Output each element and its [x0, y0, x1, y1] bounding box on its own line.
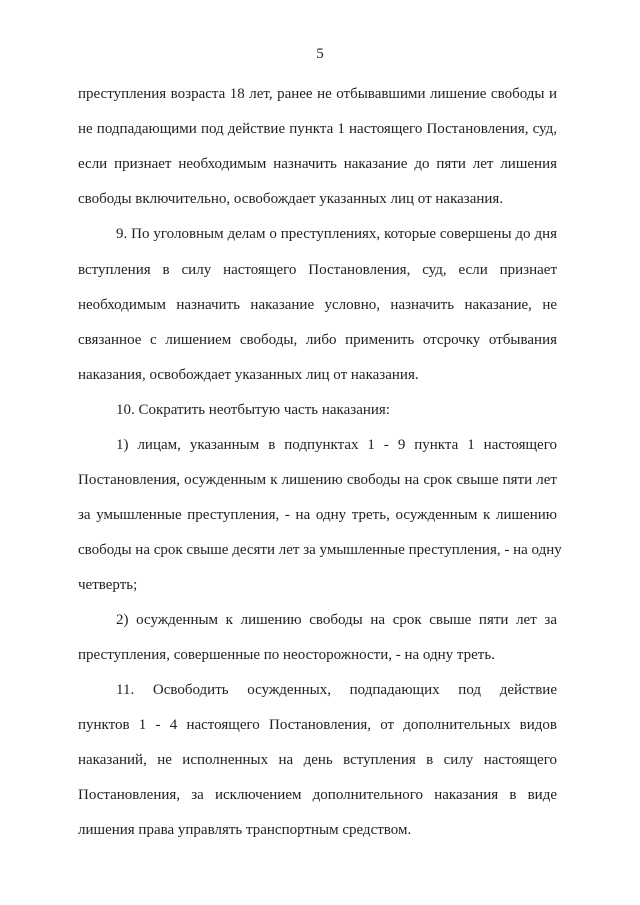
subitem-2-first-line: 2) осужденным к лишению свободы на срок свыше пяти лет за	[116, 612, 557, 628]
page-number: 5	[316, 46, 324, 62]
text-line: пунктов 1 - 4 настоящего Постановления, от дополнительных видов	[78, 717, 557, 733]
text-line: лишения права управлять транспортным средством.	[78, 822, 412, 838]
text-line: необходимым назначить наказание условно, назначить наказание, не	[78, 297, 557, 313]
paragraph-9-first-line: 9. По уголовным делам о преступлениях, которые совершены до дня	[116, 226, 557, 242]
text-line: четверть;	[78, 577, 138, 593]
text-line: не подпадающими под действие пункта 1 настоящего Постановления, суд,	[78, 121, 557, 137]
text-line: свободы включительно, освобождает указанных лиц от наказания.	[78, 191, 504, 207]
text-line: связанное с лишением свободы, либо применить отсрочку отбывания	[78, 332, 557, 348]
text-line: Постановления, осужденным к лишению свободы на срок свыше пяти лет	[78, 472, 557, 488]
text-line: вступления в силу настоящего Постановления, суд, если признает	[78, 262, 557, 278]
text-line: свободы на срок свыше десяти лет за умышленные преступления, - на одну	[78, 542, 562, 558]
text-line: наказания, освобождает указанных лиц от наказания.	[78, 367, 419, 383]
text-line: преступления, совершенные по неосторожности, - на одну треть.	[78, 647, 495, 663]
paragraph-11-first-line: 11. Освободить осужденных, подпадающих под действие	[116, 682, 557, 698]
paragraph-10-heading: 10. Сократить неотбытую часть наказания:	[116, 402, 390, 418]
text-line: наказаний, не исполненных на день вступления в силу настоящего	[78, 752, 557, 768]
text-line: за умышленные преступления, - на одну треть, осужденным к лишению	[78, 507, 557, 523]
text-line: Постановления, за исключением дополнительного наказания в виде	[78, 787, 557, 803]
text-line: преступления возраста 18 лет, ранее не отбывавшими лишение свободы и	[78, 86, 557, 102]
subitem-1-first-line: 1) лицам, указанным в подпунктах 1 - 9 пункта 1 настоящего	[116, 437, 557, 453]
text-line: если признает необходимым назначить наказание до пяти лет лишения	[78, 156, 557, 172]
